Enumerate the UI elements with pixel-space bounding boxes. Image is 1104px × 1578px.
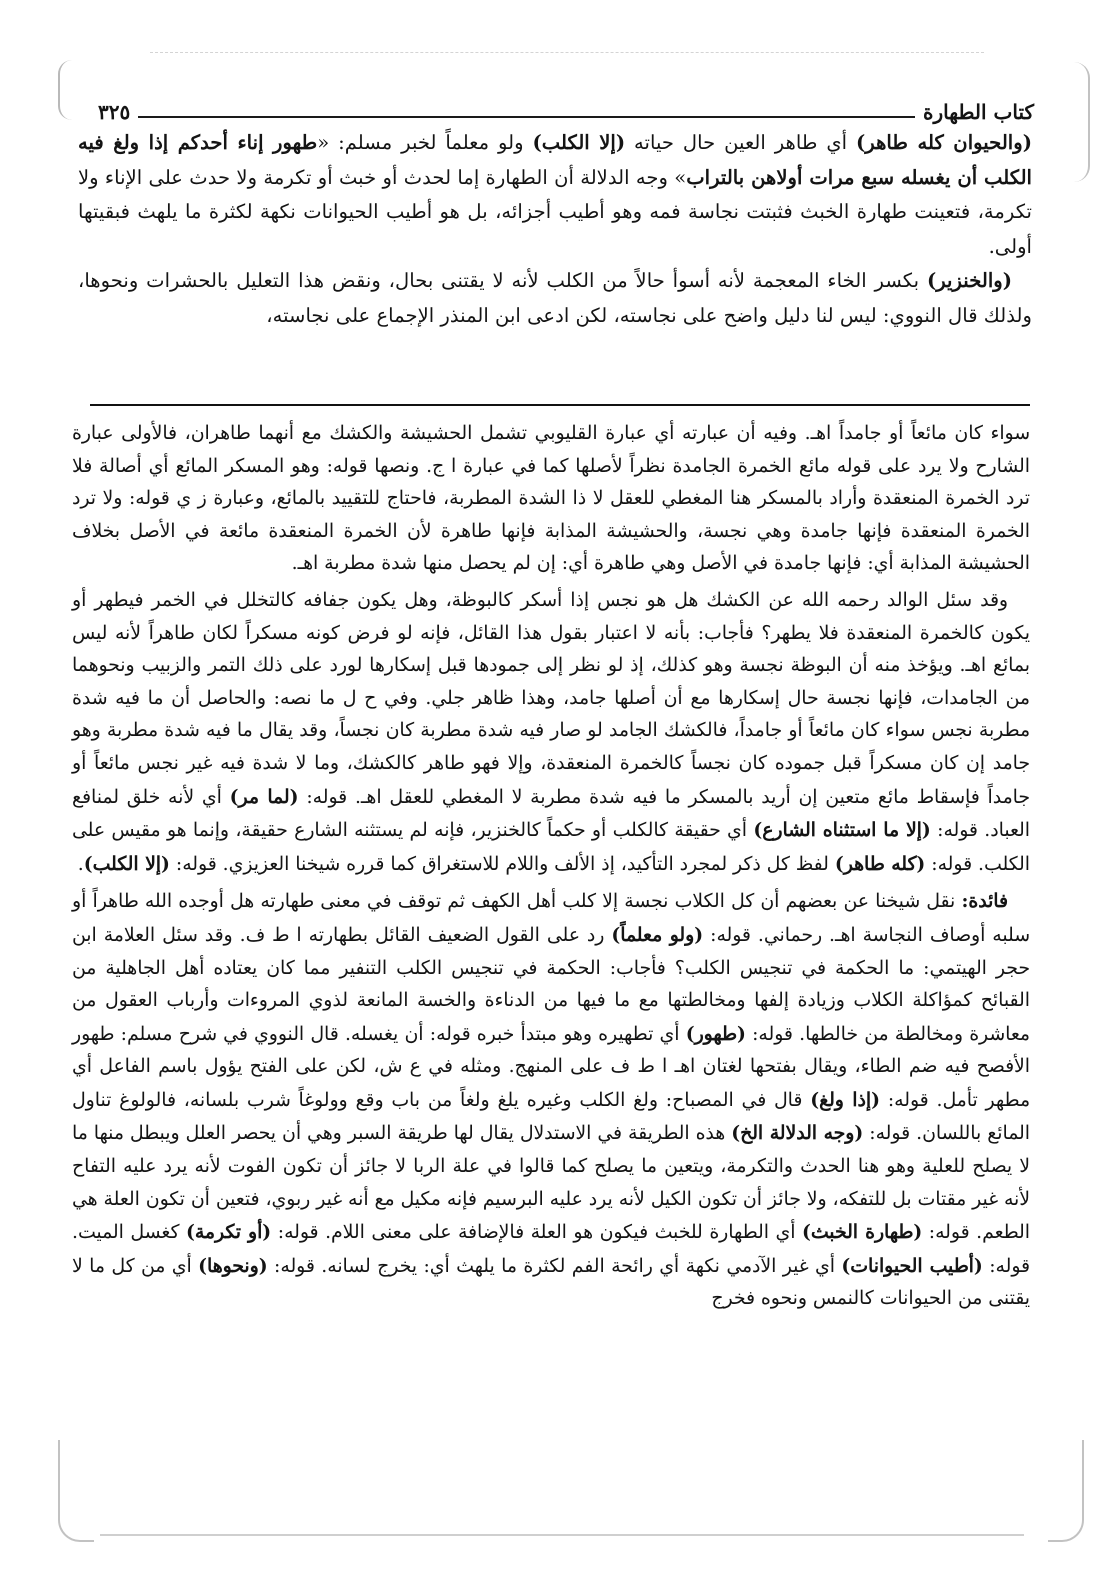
scan-edge-right-bottom xyxy=(1048,1440,1084,1542)
commentary-run: أي حقيقة كالكلب أو حكماً كالخنزير، فإنه لم يستثنه الشارع حقيقة، وإنما هو مقيس على الكلب. قوله: xyxy=(72,820,1030,875)
quoted-term: (كله طاهر) xyxy=(834,852,926,875)
scan-edge-top xyxy=(150,52,984,53)
scan-edge-right-top xyxy=(1058,62,1090,182)
running-header xyxy=(98,90,1034,124)
matn-term: (والخنزير) xyxy=(926,269,1012,292)
main-text-run: بكسر الخاء المعجمة لأنه أسوأ حالاً من الكلب لأنه لا يقتنى بحال، ونقض هذا التعليل بالحشرات ونحوها، ولذلك قال النووي: ليس لنا دليل واضح على نجاسته، لكن ادعى ابن المنذر الإجماع على نجاسته، xyxy=(78,269,1032,327)
commentary-run: وقد سئل الوالد رحمه الله عن الكشك هل هو نجس إذا أسكر كالبوظة، وهل يكون جفافه كالتخلل في الخمر فيطهر أو يكون كالخمرة المنعقدة فلا يطهر؟ فأجاب: بأنه لا اعتبار بقول هذا القائل، فإنه لو فرض كونه مسكراً لكان طاهراً لأنه ليس بمائع اهـ. ويؤخذ منه أن البوظة نجسة وهو كذلك، إذ لو نظر إلى جمودها قبل إسكارها لورد على ذلك التمر والزبيب ونحوهما من الجامدات، فإنها نجسة حال إسكارها مع أن أصلها جامد، وهذا ظاهر جلي. وفي ح ل ما نصه: والحاصل أن ما فيه شدة مطربة نجس سواء كان مائعاً أو جامداً، فالكشك الجامد لو صار فيه شدة مطربة كان نجساً، وقد يقال ما فيه شدة مطربة وهو جامد إن كان مسكراً قبل جموده كان نجساً كالخمرة المنعقدة، وإلا فهو طاهر كالكشك، وما لا شدة فيه غير نجس مائعاً أو جامداً فإسقاط مائع متعين إن أريد بالمسكر ما فيه شدة مطربة لا المغطي للعقل اهـ. قوله: xyxy=(72,589,1030,808)
commentary-run: لفظ كل ذكر لمجرد التأكيد، إذ الألف واللام للاستغراق كما قرره شيخنا العزيزي. قوله: xyxy=(169,853,835,875)
quoted-term: (لما مر) xyxy=(229,785,299,808)
quoted-term: (إلا ما استثناه الشارع) xyxy=(753,819,931,842)
quoted-term: (طهارة الخبث) xyxy=(801,1221,923,1244)
commentary-run: أي غير الآدمي نكهة أي رائحة الفم لكثرة ما يلهث أي: يخرج لسانه. قوله: xyxy=(267,1255,842,1277)
quoted-term: (إلا الكلب) xyxy=(83,852,170,875)
quoted-term: (ولو معلماً) xyxy=(611,923,704,946)
commentary-paragraph-2 xyxy=(72,585,1030,881)
commentary-run: كغسل الميت. قوله: xyxy=(72,1222,1030,1277)
quoted-term: (أطيب الحيوانات) xyxy=(841,1254,983,1277)
commentary-run: رد على القول الضعيف القائل بطهارته ا ط ف. وقد سئل العلامة ابن حجر الهيتمي: ما الحكمة في تنجيس الكلب؟ فأجاب: الحكمة في تنجيس الكلب التنفير مما كان يعتاده أهل الجاهلية من القبائح كمؤاكلة الكلاب وزيادة إلفها ومخالطتها مع ما فيها من الدناءة والخسة المانعة لذوي المروءات وأرباب العقول من معاشرة ومخالطة من خالطها. قوله: xyxy=(72,924,1030,1045)
commentary-run: أي تطهيره وهو مبتدأ خبره قوله: أن يغسله. قال النووي في شرح مسلم: طهور الأفصح فيه ضم الطاء، ويقال بفتحها لغتان اهـ ا ط ف على المنهج. ومثله في ع ش، لكن على الفتح يؤول باسم الفاعل أي مطهر تأمل. قوله: xyxy=(72,1023,1030,1111)
quoted-term: (ونحوها) xyxy=(198,1254,268,1277)
scan-edge-left xyxy=(58,60,86,120)
quoted-term: (طهور) xyxy=(685,1022,746,1045)
commentary-run: قال في المصباح: ولغ الكلب وغيره يلغ ولغاً من باب وقع وولوغاً شرب بلسانه، فالولوغ تناول المائع باللسان. قوله: xyxy=(72,1089,1030,1145)
section-divider xyxy=(90,404,1030,406)
page-number: ٣٢٥ xyxy=(98,100,131,124)
commentary-run: أي الطهارة للخبث فيكون هو العلة فالإضافة على معنى اللام. قوله: xyxy=(271,1222,802,1244)
commentary-run: هذه الطريقة في الاستدلال يقال لها طريقة السبر وهي أن يحصر العلل ويبطل منها ما لا يصلح للعلية وهو هنا الحدث والتكرمة، ويتعين ما يصلح كما قالوا في علة الربا لا جائز أن تكون الفوت لأنه يرد عليه التفاح لأنه غير مقتات بل للتفكه، ولا جائز أن تكون الكيل لأنه يرد عليه البرسيم فإنه مكيل مع أنه غير ربوي، فتعين أن تكون العلة هي الطعم. قوله: xyxy=(72,1123,1030,1244)
commentary-paragraph-3 xyxy=(72,885,1030,1316)
commentary-run: أي لأنه خلق لمنافع العباد. قوله: xyxy=(72,786,1030,842)
quoted-term: (أو تكرمة) xyxy=(185,1221,272,1244)
hadith-quote: طهور إناء أحدكم إذا ولغ فيه الكلب أن يغسله سبع مرات أولاهن بالتراب xyxy=(78,131,1032,189)
main-text xyxy=(78,126,1032,333)
main-paragraph-1 xyxy=(78,126,1032,264)
matn-term: (إلا الكلب) xyxy=(532,131,626,154)
quoted-term: (إذا ولغ) xyxy=(810,1088,880,1111)
scan-edge-bottom xyxy=(100,1534,1024,1536)
commentary-run: . xyxy=(77,853,84,875)
benefit-label: فائدة: xyxy=(961,890,1008,913)
matn-term: (والحيوان كله طاهر) xyxy=(856,131,1032,154)
commentary-paragraph-1: سواء كان مائعاً أو جامداً اهـ. وفيه أن عبارته أي عبارة القليوبي تشمل الحشيشة والكشك مع أنهما طاهران، فالأولى عبارة الشارح ولا يرد على قوله مائع الخمرة الجامدة نظراً لأصلها كما في عبارة ا ج. ونصها قوله: وهو المسكر المائع أي أصالة فلا ترد الخمرة المنعقدة وأراد بالمسكر هنا المغطي للعقل لا ذا الشدة المطربة، فاحتاج للتقييد بالمائع، وعبارة ز ي قوله: ولا ترد الخمرة المنعقدة فإنها جامدة وهي نجسة، والحشيشة المذابة فإنها طاهرة لأن الخمرة المنعقدة مائعة في الأصل بخلاف الحشيشة المذابة أي: فإنها جامدة في الأصل وهي طاهرة أي: إن لم يحصل منها شدة مطربة اهـ. xyxy=(72,423,1030,575)
chapter-title: كتاب الطهارة xyxy=(923,100,1034,124)
commentary-run: نقل شيخنا عن بعضهم أن كل الكلاب نجسة إلا كلب أهل الكهف ثم توقف في معنى طهارته هل أوجده الله طاهراً أو سلبه أوصاف النجاسة اهـ. رحماني. قوله: xyxy=(72,891,1030,946)
commentary-text xyxy=(72,418,1030,1320)
main-text-run: » وجه الدلالة أن الطهارة إما لحدث أو خبث أو تكرمة ولا حدث على الإناء ولا تكرمة، فتعينت طهارة الخبث فثبتت نجاسة فمه وهو أطيب أجزائه، بل هو أطيب الحيوانات نكهة لكثرة ما يلهث فبقيتها أولى. xyxy=(78,165,1032,258)
main-text-run: أي طاهر العين حال حياته xyxy=(625,131,857,154)
header-rule xyxy=(138,116,915,118)
commentary-run: أي من كل ما لا يقتنى من الحيوانات كالنمس ونحوه فخرج xyxy=(72,1255,1030,1310)
main-paragraph-2 xyxy=(78,264,1032,333)
scan-edge-left-bottom xyxy=(58,1440,94,1542)
main-text-run: ولو معلماً لخبر مسلم: « xyxy=(317,131,533,154)
quoted-term: (وجه الدلالة الخ) xyxy=(731,1122,864,1145)
